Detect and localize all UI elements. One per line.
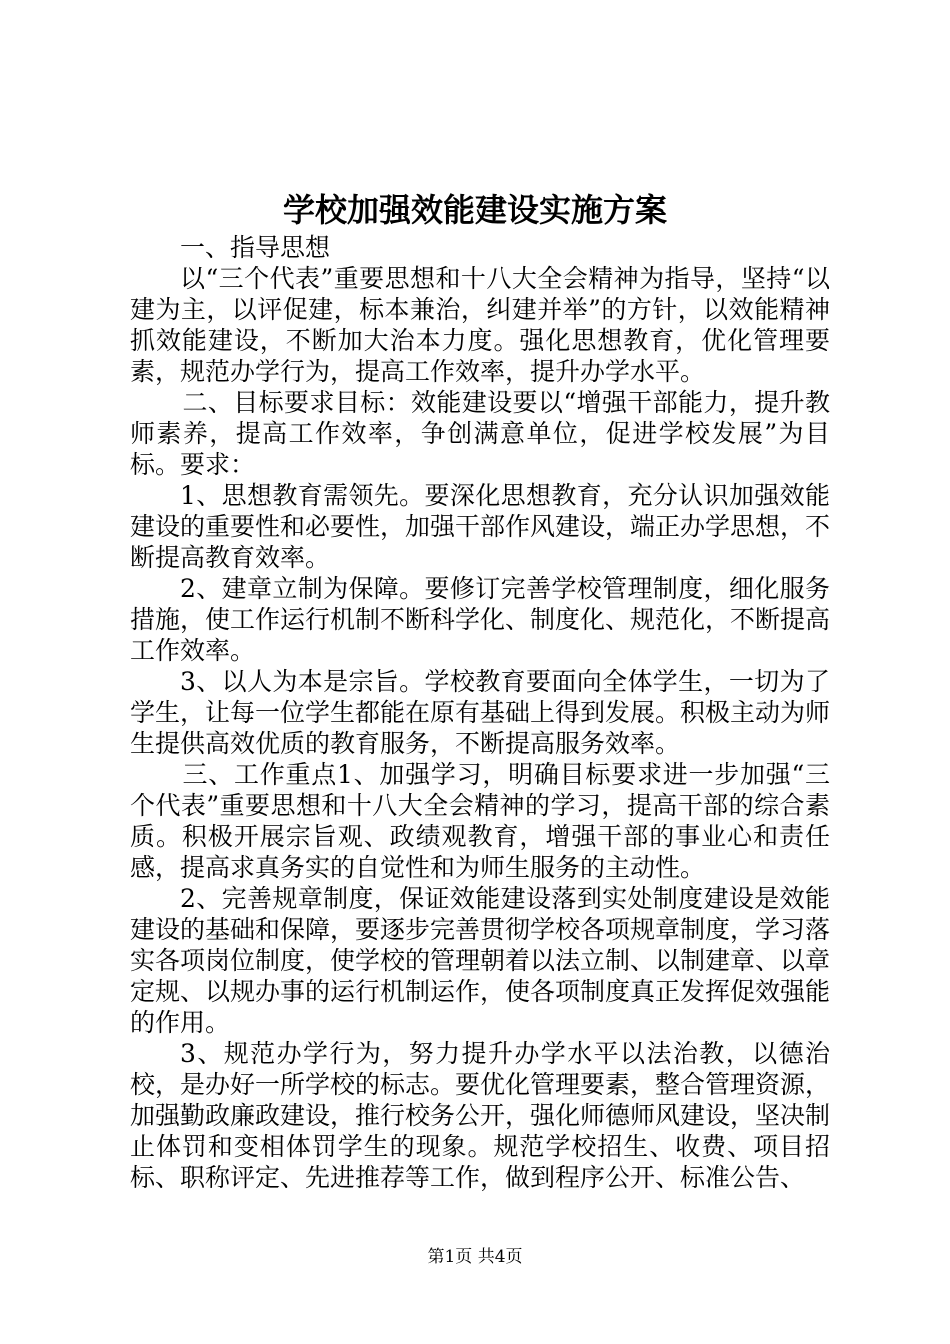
- paragraph-requirement-3: 3、以人为本是宗旨。学校教育要面向全体学生，一切为了学生，让每一位学生都能在原有基础上得到发展。积极主动为师生提供高效优质的教育服务，不断提高服务效率。: [130, 667, 831, 758]
- section-heading-guiding-ideology: 一、指导思想: [180, 233, 331, 262]
- document-body: [130, 232, 830, 1193]
- paragraph-guiding-ideology: 以“三个代表”重要思想和十八大全会精神为指导，坚持“以建为主，以评促建，标本兼治，纠建并举”的方针，以效能精神抓效能建设，不断加大治本力度。强化思想教育，优化管理要素，规范办学行为，提高工作效率，提升办学水平。: [130, 264, 830, 386]
- paragraph-requirement-2: 2、建章立制为保障。要修订完善学校管理制度，细化服务措施，使工作运行机制不断科学化、制度化、规范化，不断提高工作效率。: [130, 574, 831, 665]
- paragraph-requirement-1: 1、思想教育需领先。要深化思想教育，充分认识加强效能建设的重要性和必要性，加强干部作风建设，端正办学思想，不断提高教育效率。: [130, 481, 831, 572]
- paragraph-goals: 二、目标要求目标：效能建设要以“增强干部能力，提升教师素养，提高工作效率，争创满意单位，促进学校发展”为目标。要求：: [130, 388, 830, 479]
- paragraph-work-focus-1: 三、工作重点1、加强学习，明确目标要求进一步加强“三个代表”重要思想和十八大全会精神的学习，提高干部的综合素质。积极开展宗旨观、政绩观教育，增强干部的事业心和责任感，提高求真务实的自觉性和为师生服务的主动性。: [130, 760, 830, 882]
- page-number: 第1页 共4页: [427, 1247, 523, 1267]
- paragraph-work-focus-2: 2、完善规章制度，保证效能建设落到实处制度建设是效能建设的基础和保障，要逐步完善贯彻学校各项规章制度，学习落实各项岗位制度，使学校的管理朝着以法立制、以制建章、以章定规、以规办事的运行机制运作，使各项制度真正发挥促效强能的作用。: [130, 884, 831, 1037]
- paragraph-work-focus-3: 3、规范办学行为，努力提升办学水平以法治教，以德治校，是办好一所学校的标志。要优化管理要素，整合管理资源，加强勤政廉政建设，推行校务公开，强化师德师风建设，坚决制止体罚和变相体罚学生的现象。规范学校招生、收费、项目招标、职称评定、先进推荐等工作，做到程序公开、标准公告、: [130, 1039, 831, 1192]
- document-title: 学校加强效能建设实施方案: [282, 191, 667, 229]
